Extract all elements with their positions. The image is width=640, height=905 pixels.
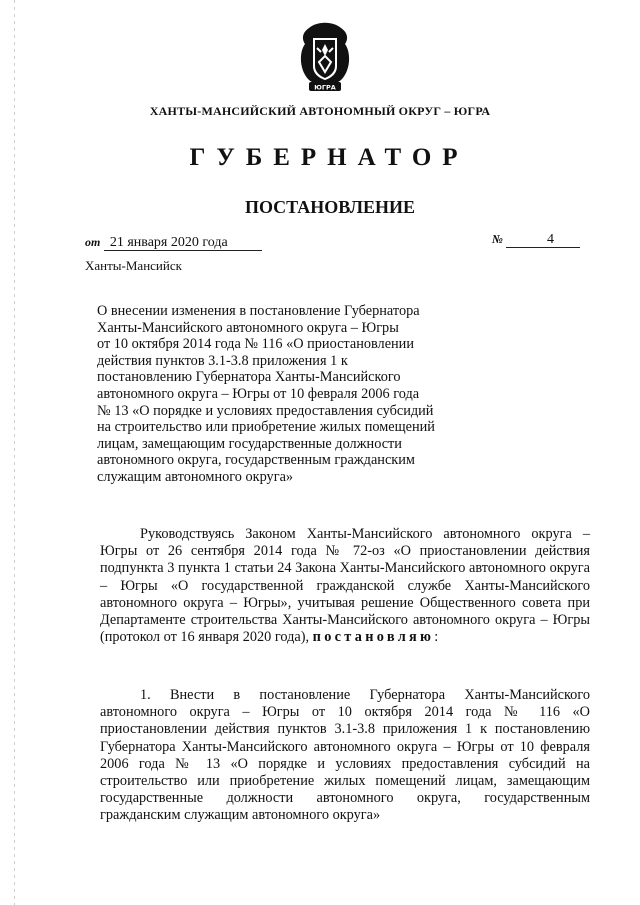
subject-line: служащим автономного округа» <box>97 468 294 485</box>
subject-line: № 13 «О порядке и условиях предоставления субсидий <box>97 402 434 419</box>
item-1-text: 1. Внести в постановление Губернатора Ханты-Мансийского автономного округа – Югры от 10 октября 2014 года № 116 «О приостановлении действия пунктов 3.1-3.8 приложения 1 к постановлению Губернатора Ханты-Мансийского автономного округа – Югры от 10 февраля 2006 года № 13 «О порядке и условиях предоставления субсидий на строительство или приобретение жилых помещений лицам, замещающим государственные должности автономного округа, государственным гражданским служащим автономного округа» <box>100 687 590 824</box>
subject-line: действия пунктов 3.1-3.8 приложения 1 к <box>97 352 348 369</box>
subject-line: автономного округа, государственным гражданским <box>97 452 415 469</box>
number-value: 4 <box>506 232 580 248</box>
governor-heading: ГУБЕРНАТОР <box>189 144 469 171</box>
number-prefix: № <box>492 232 503 246</box>
decree-word: постановляю <box>312 629 435 646</box>
date-prefix: от <box>85 235 101 249</box>
city-name: Ханты-Мансийск <box>85 258 182 273</box>
subject-line: Ханты-Мансийского автономного округа – Югры <box>97 319 399 336</box>
scan-edge-line <box>14 0 15 905</box>
preamble-text: Руководствуясь Законом Ханты-Мансийского автономного округа – Югры от 26 сентября 2014 года № 72-оз «О приостановлении действия подпункта 3 пункта 1 статьи 24 Закона Ханты-Мансийского автономного округа – Югры «О государственной гражданской службе Ханты-Мансийского автономного округа – Югры», учитывая решение Общественного совета при Департаменте строительства Ханты-Мансийского автономного округа – Югры (протокол от 16 января 2020 года), <box>100 526 590 646</box>
region-title: ХАНТЫ-МАНСИЙСКИЙ АВТОНОМНЫЙ ОКРУГ – ЮГРА <box>149 104 491 118</box>
subject-line: от 10 октября 2014 года № 116 «О приостановлении <box>97 336 414 353</box>
document-subject <box>97 303 477 486</box>
coat-of-arms-emblem <box>295 22 355 98</box>
subject-line: лицам, замещающим государственные должности <box>97 435 402 452</box>
date-value: 21 января 2020 года <box>104 235 262 251</box>
emblem-ribbon-text: ЮГРА <box>314 83 336 92</box>
subject-line: О внесении изменения в постановление Губернатора <box>97 303 420 319</box>
document-type-heading: ПОСТАНОВЛЕНИЕ <box>244 197 416 217</box>
item-1-paragraph <box>100 687 590 825</box>
subject-line: автономного округа – Югры от 10 февраля 2006 года <box>97 385 420 402</box>
subject-line: на строительство или приобретение жилых помещений <box>97 419 435 436</box>
document-date <box>85 235 262 251</box>
preamble-paragraph <box>100 526 590 646</box>
decree-colon: : <box>434 629 439 646</box>
document-number <box>492 232 580 248</box>
subject-line: постановлению Губернатора Ханты-Мансийского <box>97 369 401 386</box>
